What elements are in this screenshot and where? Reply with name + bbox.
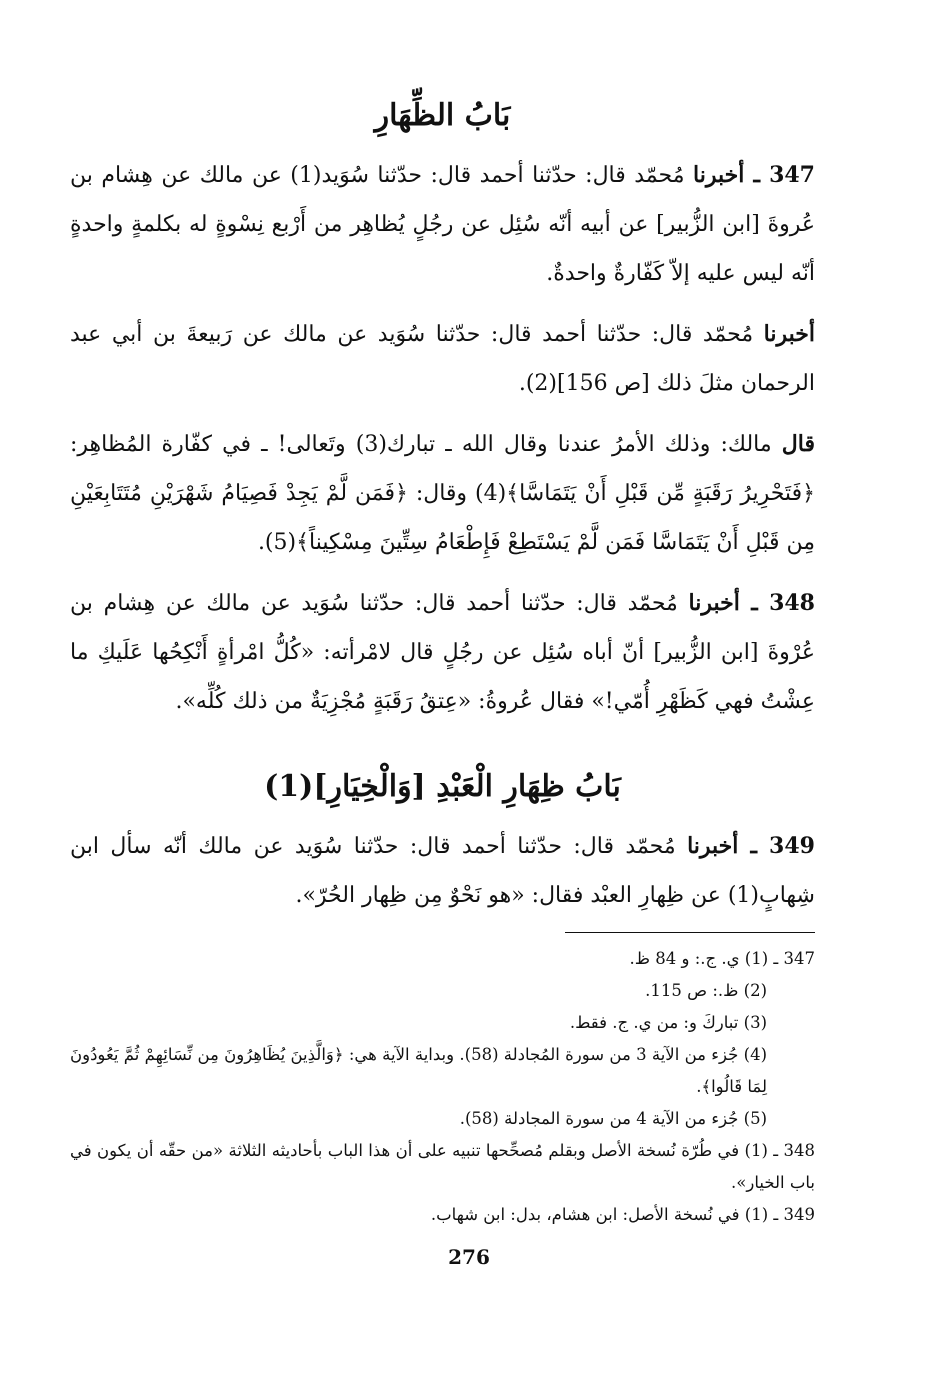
- footnote-divider: [565, 932, 815, 933]
- paragraph-text: مُحمّد قال: حدّثنا أحمد قال: حدّثنا سُوَيد عن مالك عن هِشام بن عُرْوةَ [ابن الزُّبير] أنّ أباه سُئِل عن رجُلٍ قال لامْرأته: «كُلُّ امْرأةٍ أَنْكِحُها عَلَيكِ ما عِشْتُ فهي كَظَهْرِ أُمّي!» فقال عُروةُ: «عِتقُ رَقَبَةٍ مُجْزِيَةٌ من ذلك كُلِّه».: [70, 591, 815, 714]
- page-number: 276: [448, 1245, 490, 1269]
- footnote-line: (3) تباركَ و: من ي. ج. فقط.: [569, 1013, 767, 1032]
- footnotes: [70, 943, 815, 1231]
- footnote-line: 347 ـ (1) ي. ج.: و 84 ظ.: [629, 949, 815, 968]
- paragraph-lead: أخبرنا: [763, 321, 815, 347]
- page-body: [70, 95, 815, 1231]
- paragraph-347: [70, 151, 815, 298]
- paragraph-text: مُحمّد قال: حدّثنا أحمد قال: حدّثنا سُوَيد عن مالك أنّه سأل ابن شِهابٍ(1) عن ظِهارِ العبْد فقال: «هو نَحْوٌ مِن ظِهار الحُرّ».: [70, 834, 815, 908]
- footnote-line: 348 ـ (1) في طُرّة نُسخة الأصل وبقلم مُصحِّحها تنبيه على أن هذا الباب بأحاديثه الثلاثة «من حقّه أن يكون في باب الخيار».: [70, 1141, 815, 1192]
- paragraph-lead: 347 ـ أخبرنا: [693, 162, 815, 188]
- paragraph-text: مُحمّد قال: حدّثنا أحمد قال: حدّثنا سُوَيد عن مالك عن رَبيعةَ بن أبي عبد الرحمان مثلَ ذلك [ص 156](2).: [70, 322, 815, 396]
- paragraph-348: [70, 579, 815, 726]
- paragraph-lead: 349 ـ أخبرنا: [687, 833, 815, 859]
- footnote-line: (4) جُزء من الآية 3 من سورة المُجادلة (58). وبداية الآية هي: ﴿وَالَّذِينَ يُظَاهِرُونَ مِن نِّسَائِهِمْ ثُمَّ يَعُودُونَ لِمَا قَالُوا﴾.: [70, 1045, 767, 1096]
- footnote-line: (2) ظ.: ص 115.: [645, 981, 767, 1000]
- footnote-group-348: [70, 1135, 815, 1199]
- footnote-group-347: [70, 943, 815, 1135]
- paragraph-lead: 348 ـ أخبرنا: [688, 590, 815, 616]
- paragraph-text: مُحمّد قال: حدّثنا أحمد قال: حدّثنا سُوَيد(1) عن مالك عن هِشام بن عُروةَ [ابن الزُّبير] عن أبيه أنّه سُئِل عن رجُلٍ يُظاهِر من أَرْبع نِسْوةٍ له بكلمةٍ واحدةٍ أنّه ليس عليه إلاّ كَفّارةٌ واحدةٌ.: [70, 163, 815, 286]
- chapter-title: بَابُ الظِّهَارِ: [374, 98, 511, 133]
- footnote-line: (5) جُزء من الآية 4 من سورة المجادلة (58).: [459, 1109, 767, 1128]
- footnote-group-349: [70, 1199, 815, 1231]
- footnote-line: 349 ـ (1) في نُسخة الأصل: ابن هشام، بدل: ابن شهاب.: [430, 1205, 815, 1224]
- paragraph-lead: قال: [781, 431, 816, 457]
- paragraph-347-b: [70, 310, 815, 408]
- paragraph-text: مالك: وذلك الأمرُ عندنا وقال الله ـ تبارك(3) وتَعالى! ـ في كفّارة المُظاهِر: ﴿فَتَحْرِيرُ رَقَبَةٍ مِّن قَبْلِ أَنْ يَتَمَاسَّا﴾(4) وقال: ﴿فَمَن لَّمْ يَجِدْ فَصِيَامُ شَهْرَيْنِ مُتَتَابِعَيْنِ مِن قَبْلِ أَنْ يَتَمَاسَّا فَمَن لَّمْ يَسْتَطِعْ فَإِطْعَامُ سِتِّينَ مِسْكِيناً﴾(5).: [70, 432, 815, 555]
- paragraph-349: [70, 822, 815, 920]
- chapter-title: بَابُ ظِهَارِ الْعَبْدِ [وَالْخِيَارِ](1): [264, 769, 621, 804]
- paragraph-malik: [70, 420, 815, 567]
